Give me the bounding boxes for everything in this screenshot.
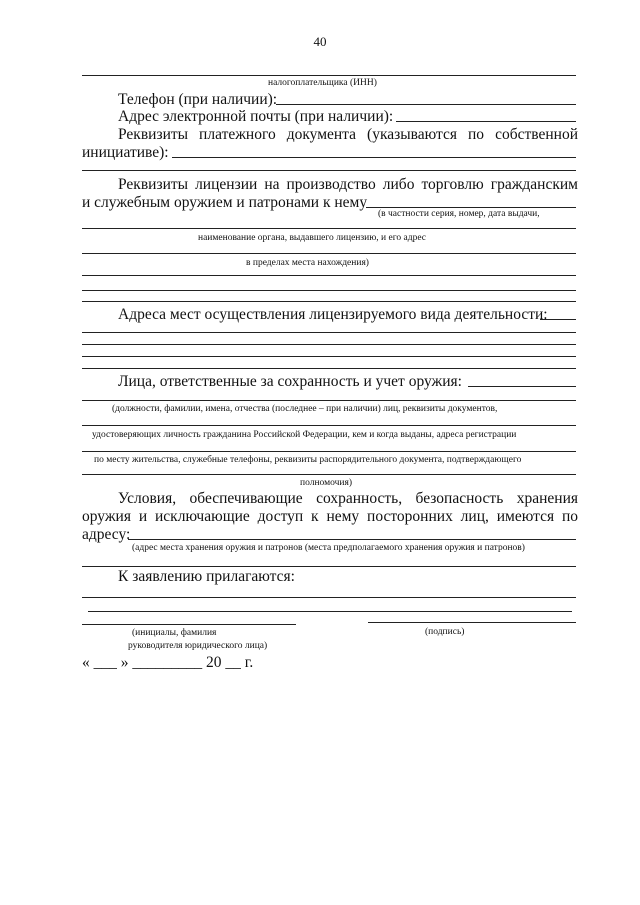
places-field-5[interactable]: [82, 368, 576, 369]
license-field-5[interactable]: [82, 290, 576, 291]
places-field-2[interactable]: [82, 332, 576, 333]
email-label: Адрес электронной почты (при наличии):: [118, 108, 394, 125]
sign-caption-left-2: руководителя юридического лица): [128, 641, 268, 651]
persons-field-5[interactable]: [82, 474, 576, 475]
separator-line: [82, 170, 576, 171]
persons-field-3[interactable]: [82, 425, 576, 426]
email-field[interactable]: [396, 121, 576, 122]
license-label-line2: и служебным оружием и патронами к нему: [82, 194, 368, 211]
attachments-field-2[interactable]: [88, 611, 572, 612]
license-field-6[interactable]: [82, 301, 576, 302]
attachments-field-1[interactable]: [82, 597, 576, 598]
sign-caption-right: (подпись): [425, 627, 465, 637]
attachments-label: К заявлению прилагаются:: [118, 568, 295, 585]
persons-field[interactable]: [468, 386, 576, 387]
inn-caption: налогоплательщика (ИНН): [268, 78, 377, 88]
conditions-label-line3: адресу:: [82, 526, 131, 543]
signature-field[interactable]: [368, 622, 576, 623]
persons-field-4[interactable]: [82, 451, 576, 452]
conditions-label-line2: оружия и исключающие доступ к нему посторонних лиц, имеются по: [82, 508, 578, 525]
name-field[interactable]: [82, 624, 296, 625]
license-caption-1: (в частности серия, номер, дата выдачи,: [378, 209, 540, 219]
persons-caption-3: по месту жительства, служебные телефоны, реквизиты распорядительного документа, подтверждающего: [94, 455, 522, 465]
page-number: 40: [313, 34, 327, 49]
persons-label: Лица, ответственные за сохранность и учет оружия:: [118, 373, 462, 390]
license-field-3[interactable]: [82, 253, 576, 254]
places-field-3[interactable]: [82, 344, 576, 345]
payment-field[interactable]: [172, 157, 576, 158]
persons-field-2[interactable]: [82, 400, 576, 401]
license-caption-2: наименование органа, выдавшего лицензию, и его адрес: [198, 233, 426, 243]
phone-label: Телефон (при наличии):: [118, 91, 278, 108]
persons-caption-4: полномочия): [300, 478, 353, 488]
conditions-field[interactable]: [128, 539, 576, 540]
date-line[interactable]: « ___ » _________ 20 __ г.: [82, 654, 254, 671]
phone-field[interactable]: [276, 104, 576, 105]
places-label: Адреса мест осуществления лицензируемого вида деятельности:: [118, 306, 548, 323]
payment-label-line1: Реквизиты платежного документа (указываются по собственной: [118, 126, 578, 143]
payment-label-line2: инициативе):: [82, 144, 169, 161]
license-field[interactable]: [366, 207, 576, 208]
conditions-caption: (адрес места хранения оружия и патронов (места предполагаемого хранения оружия и патронов): [132, 543, 525, 553]
license-label-line1: Реквизиты лицензии на производство либо торговлю гражданским: [118, 176, 578, 193]
places-field[interactable]: [540, 319, 576, 320]
persons-caption-2: удостоверяющих личность гражданина Российской Федерации, кем и когда выданы, адреса регистрации: [92, 430, 517, 440]
places-field-4[interactable]: [82, 356, 576, 357]
persons-caption-1: (должности, фамилии, имена, отчества (последнее – при наличии) лиц, реквизиты документов,: [112, 404, 498, 414]
sign-caption-left-1: (инициалы, фамилия: [132, 628, 217, 638]
license-field-4[interactable]: [82, 275, 576, 276]
conditions-label-line1: Условия, обеспечивающие сохранность, безопасность хранения: [118, 490, 578, 507]
license-field-2[interactable]: [82, 228, 576, 229]
inn-line[interactable]: [82, 75, 576, 76]
conditions-field-2[interactable]: [82, 566, 576, 567]
license-caption-3: в пределах места нахождения): [246, 258, 369, 268]
